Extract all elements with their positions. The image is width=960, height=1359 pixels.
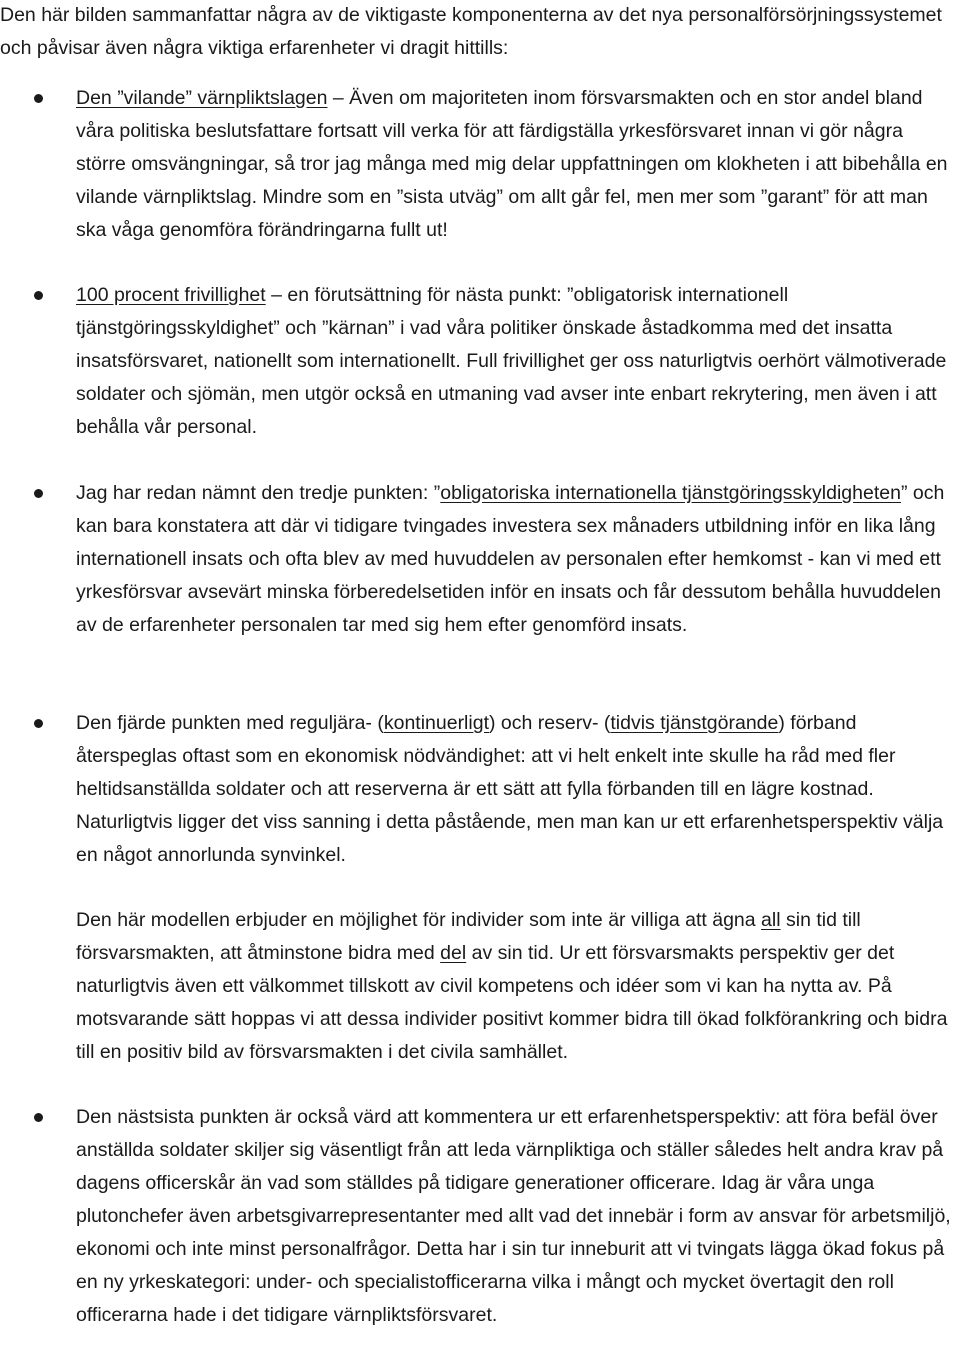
item-text: Den fjärde punkten med reguljära- ( — [76, 712, 384, 734]
paragraph-text: av sin tid. Ur ett försvarsmakts perspektiv ger det naturligtvis även ett välkommet tillskott av civil kompetens och idéer som vi kan ha nytta av. På motsvarande sätt hoppas vi att dessa individer positivt kommer bidra till ökad folkförankring och bidra till en positiv bild av försvarsmakten i det civila samhället. — [76, 942, 948, 1063]
bullet-icon — [34, 291, 43, 300]
underlined-term: tidvis tjänstgörande — [610, 712, 779, 734]
item-text: Den nästsista punkten är också värd att kommentera ur ett erfarenhetsperspektiv: att föra befäl över anställda soldater skiljer sig väsentligt från att leda värnpliktiga och ställer således helt andra krav på dagens officerskår än vad som ställdes på tidigare generationer officerare. Idag är våra unga plutonchefer även arbetsgivarrepresentanter med allt vad det innebär i form av ansvar för arbetsmiljö, ekonomi och inte minst personalfrågor. Detta har i sin tur inneburit att vi tvingats lägga ökad fokus på en ny yrkeskategori: under- och specialistofficerarna vilka i mångt och mycket övertagit den roll officerarna hade i det tidigare värnpliktsförsvaret. — [76, 1106, 951, 1326]
list-item-reguljara-reserv — [76, 707, 958, 872]
underlined-term: obligatoriska internationella tjänstgöringsskyldigheten — [440, 482, 901, 504]
underlined-term: all — [761, 909, 781, 931]
underlined-term: 100 procent frivillighet — [76, 284, 266, 306]
item-text: Jag har redan nämnt den tredje punkten: ” — [76, 482, 441, 504]
item-text: ) och reserv- ( — [489, 712, 611, 734]
intro-paragraph: Den här bilden sammanfattar några av de viktigaste komponenterna av det nya personalförsörjningssystemet och påvisar även några viktiga erfarenheter vi dragit hittills: — [0, 4, 942, 59]
underlined-term: del — [440, 942, 467, 964]
item-text: – en förutsättning för nästa punkt: ”obligatorisk internationell tjänstgöringsskyldighet” och ”kärnan” i vad våra politiker önskade åstadkomma med det insatta insatsförsvaret, nationellt som internationellt. Full frivillighet ger oss naturligtvis oerhört välmotiverade soldater och sjömän, men utgör också en utmaning vad avser inte enbart rekrytering, men även i att behålla vår personal. — [76, 284, 947, 438]
list-item-vilande-varnpliktslagen — [76, 82, 958, 247]
paragraph-text: Den här modellen erbjuder en möjlighet för individer som inte är villiga att ägna — [76, 909, 762, 931]
item-text: ” och kan bara konstatera att där vi tidigare tvingades investera sex månaders utbildning inför en lika lång internationell insats och ofta blev av med huvuddelen av personalen efter hemkomst - kan vi med ett yrkesförsvar avsevärt minska förberedelsetiden inför en insats och får dessutom behålla huvuddelen av de erfarenheter personalen tar med sig hem efter genomförd insats. — [76, 482, 945, 636]
list-item-tjanstgoringsskyldighet — [76, 477, 958, 642]
bullet-icon — [34, 719, 43, 728]
item-text: – Även om majoriteten inom försvarsmakten och en stor andel bland våra politiska beslutsfattare fortsatt vill verka för att färdigställa yrkesförsvaret innan vi gör några större omsvängningar, så tror jag många med mig delar uppfattningen om klokheten i att bibehålla en vilande värnpliktslag. Mindre som en ”sista utväg” om allt går fel, men mer som ”garant” för att man ska våga genomföra förändringarna fullt ut! — [76, 87, 948, 241]
bullet-icon — [34, 94, 43, 103]
bullet-icon — [34, 1113, 43, 1122]
paragraph-text: sin tid till försvarsmakten, att åtminstone bidra med — [76, 909, 861, 964]
model-paragraph — [76, 904, 958, 1069]
underlined-term: kontinuerligt — [383, 712, 489, 734]
underlined-term: Den ”vilande” värnpliktslagen — [76, 87, 328, 109]
bullet-icon — [34, 489, 43, 498]
list-item-befal — [76, 1101, 958, 1332]
item-text: ) förband återspeglas oftast som en ekonomisk nödvändighet: att vi helt enkelt inte skulle ha råd med fler heltidsanställda soldater och att reserverna är ett sätt att fylla förbanden till en lägre kostnad. Naturligtvis ligger det viss sanning i detta påstående, men man kan ur ett erfarenhetsperspektiv välja en något annorlunda synvinkel. — [76, 712, 944, 866]
list-item-frivillighet — [76, 279, 958, 444]
